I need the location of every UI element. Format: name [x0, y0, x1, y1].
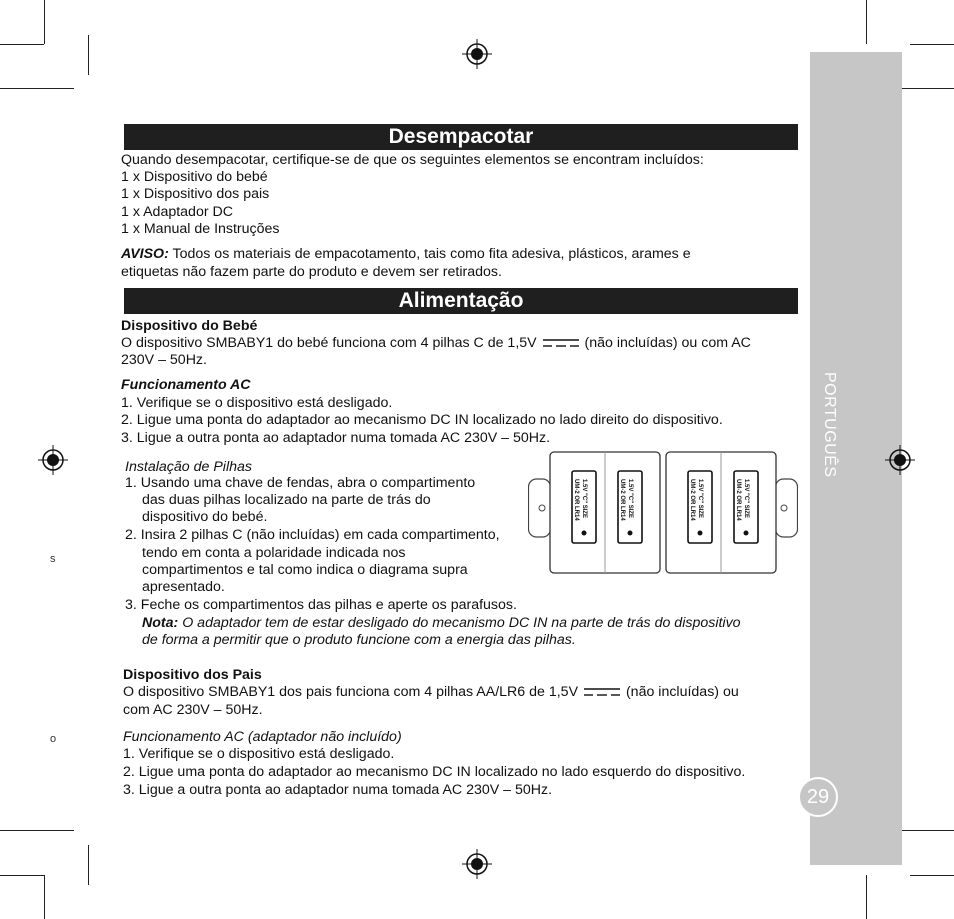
list-item: apresentado. — [142, 579, 225, 595]
list-item: 3. Feche os compartimentos das pilhas e aperte os parafusos. — [125, 597, 517, 613]
margin-stub: s — [50, 553, 56, 565]
page-number: 29 — [798, 777, 838, 817]
note-label: Nota: — [142, 615, 179, 631]
list-item: 1 x Manual de Instruções — [121, 221, 280, 237]
unpack-intro: Quando desempacotar, certifique-se de que os seguintes elementos se encontram incluídos: — [121, 152, 704, 168]
baby-device-desc-cont: 230V – 50Hz. — [121, 352, 207, 368]
registration-mark-left — [38, 445, 68, 475]
battery-label: 1.5V "C" SIZE — [627, 479, 633, 519]
baby-ac-title: Funcionamento AC — [121, 377, 251, 393]
registration-mark-right — [885, 445, 915, 475]
battery-label: UM-2 OR LR14 — [735, 479, 741, 521]
dc-symbol-icon — [584, 688, 620, 696]
list-item: 3. Ligue a outra ponta ao adaptador numa tomada AC 230V – 50Hz. — [123, 782, 553, 798]
baby-device-title: Dispositivo do Bebé — [121, 318, 258, 334]
list-item: 2. Ligue uma ponta do adaptador ao mecanismo DC IN localizado no lado esquerdo do dispositivo. — [123, 764, 746, 780]
battery-label: UM-2 OR LR14 — [573, 479, 579, 521]
battery-label: UM-2 OR LR14 — [619, 479, 625, 521]
list-item: compartimentos e tal como indica o diagrama supra — [142, 562, 468, 578]
list-item: dispositivo do bebé. — [142, 509, 268, 525]
list-item: das duas pilhas localizado na parte de trás do — [142, 492, 431, 508]
list-item: 3. Ligue a outra ponta ao adaptador numa tomada AC 230V – 50Hz. — [121, 430, 551, 446]
list-item: 2. Ligue uma ponta do adaptador ao mecanismo DC IN localizado no lado direito do dispositivo. — [121, 412, 723, 428]
warning-text: AVISO: Todos os materiais de empacotamento, tais como fita adesiva, plásticos, arames e — [121, 246, 691, 262]
section-heading-power: Alimentação — [124, 288, 798, 314]
list-item: 1. Usando uma chave de fendas, abra o compartimento — [125, 475, 476, 491]
battery-label: 1.5V "C" SIZE — [581, 479, 587, 519]
list-item: 2. Insira 2 pilhas C (não incluídas) em cada compartimento, — [125, 527, 500, 543]
parent-ac-title: Funcionamento AC (adaptador não incluído) — [123, 729, 402, 745]
warning-label: AVISO: — [121, 246, 169, 262]
battery-label: 1.5V "C" SIZE — [697, 479, 703, 519]
battery-label: UM-2 OR LR14 — [689, 479, 695, 521]
margin-stub: o — [50, 733, 57, 745]
list-item: 1 x Dispositivo dos pais — [121, 186, 270, 202]
battery-compartment-diagram — [528, 451, 798, 577]
battery-install-title: Instalação de Pilhas — [125, 459, 252, 475]
parent-device-desc-cont: com AC 230V – 50Hz. — [123, 702, 263, 718]
list-item: tendo em conta a polaridade indicada nos — [142, 545, 406, 561]
registration-mark-top — [462, 39, 492, 69]
warning-text-cont: etiquetas não fazem parte do produto e devem ser retirados. — [121, 264, 502, 280]
note-text: Nota: O adaptador tem de estar desligado do mecanismo DC IN na parte de trás do dispositivo — [142, 615, 741, 631]
language-label: PORTUGUÊS — [821, 372, 838, 478]
list-item: 1 x Adaptador DC — [121, 204, 233, 220]
battery-label: 1.5V "C" SIZE — [743, 479, 749, 519]
parent-device-title: Dispositivo dos Pais — [123, 667, 262, 683]
baby-device-desc: O dispositivo SMBABY1 do bebé funciona com 4 pilhas C de 1,5V (não incluídas) ou com AC — [121, 335, 751, 351]
parent-device-desc: O dispositivo SMBABY1 dos pais funciona com 4 pilhas AA/LR6 de 1,5V (não incluídas) ou — [123, 684, 739, 700]
registration-mark-bottom — [462, 849, 492, 879]
section-heading-unpack: Desempacotar — [124, 124, 798, 150]
list-item: 1. Verifique se o dispositivo está desligado. — [121, 395, 393, 411]
note-text-cont: de forma a permitir que o produto funcione com a energia das pilhas. — [142, 632, 576, 648]
list-item: 1 x Dispositivo do bebé — [121, 169, 268, 185]
list-item: 1. Verifique se o dispositivo está desligado. — [123, 746, 395, 762]
dc-symbol-icon — [543, 339, 579, 347]
